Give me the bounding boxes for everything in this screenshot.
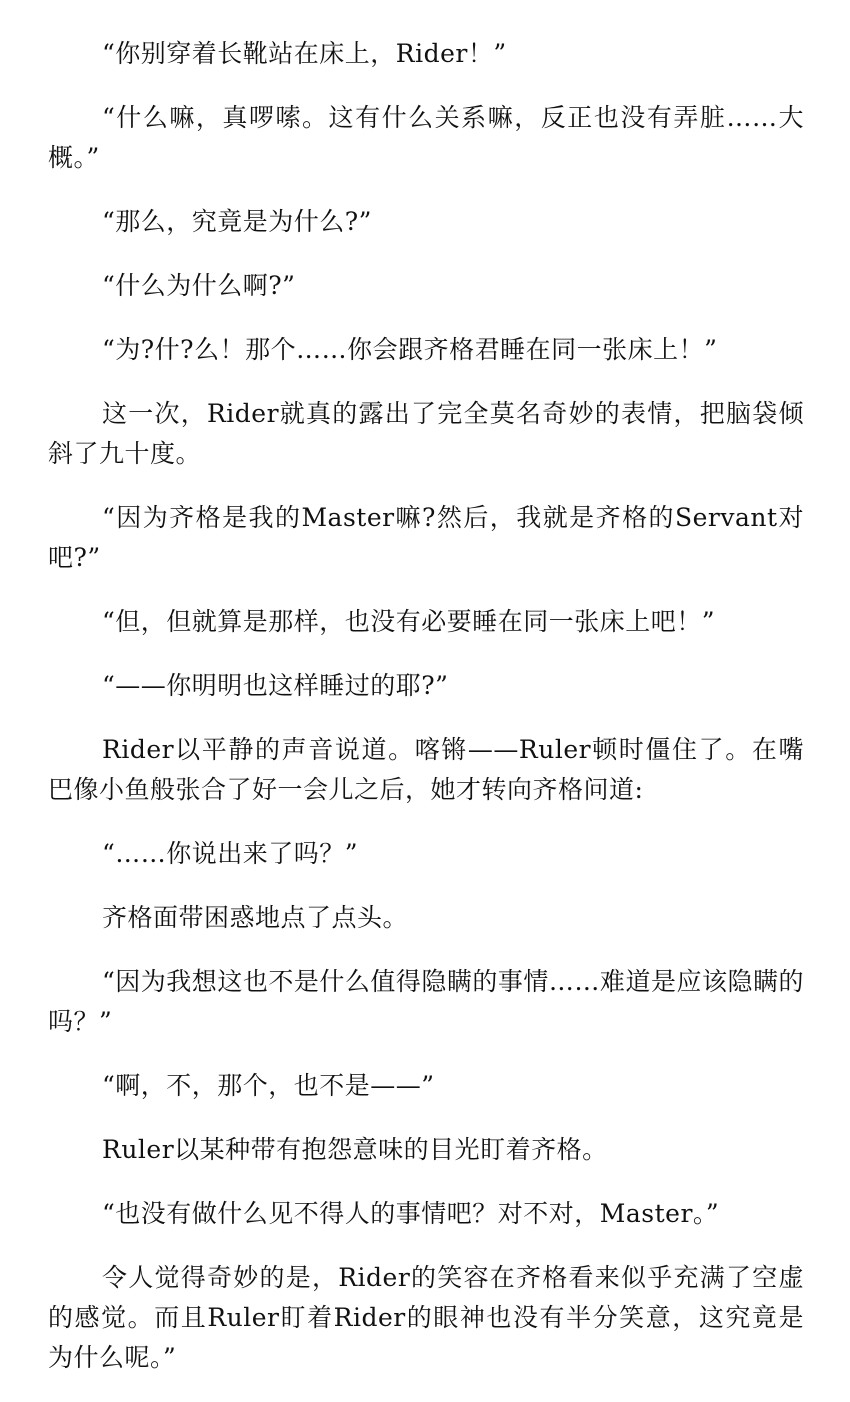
- paragraph-5: “为?什?么！那个……你会跟齐格君睡在同一张床上！”: [102, 335, 718, 364]
- paragraph-12: 齐格面带困惑地点了点头。: [102, 903, 409, 932]
- paragraph-16: “也没有做什么见不得人的事情吧？对不对，Master。”: [102, 1199, 720, 1228]
- paragraph-9: “——你明明也这样睡过的耶?”: [102, 671, 449, 700]
- paragraph-11: “……你说出来了吗？”: [102, 839, 359, 868]
- paragraph-1: “你别穿着长靴站在床上，Rider！”: [102, 39, 507, 68]
- paragraph-17: 令人觉得奇妙的是，Rider的笑容在齐格看来似乎充满了空虚的感觉。而且Ruler盯着Rider的眼神也没有半分笑意，这究竟是为什么呢。”: [48, 1263, 804, 1372]
- paragraph-14: “啊，不，那个，也不是——”: [102, 1071, 435, 1100]
- paragraph-4: “什么为什么啊?”: [102, 271, 296, 300]
- paragraph-2: “什么嘛，真啰嗦。这有什么关系嘛，反正也没有弄脏……大概。”: [48, 103, 804, 172]
- paragraph-6: 这一次，Rider就真的露出了完全莫名奇妙的表情，把脑袋倾斜了九十度。: [48, 399, 804, 468]
- paragraph-8: “但，但就算是那样，也没有必要睡在同一张床上吧！”: [102, 607, 716, 636]
- paragraph-10: Rider以平静的声音说道。喀锵——Ruler顿时僵住了。在嘴巴像小鱼般张合了好一会儿之后，她才转向齐格问道:: [48, 735, 804, 804]
- paragraph-3: “那么，究竟是为什么?”: [102, 207, 372, 236]
- document-page: [48, 34, 804, 1402]
- paragraph-7: “因为齐格是我的Master嘛?然后，我就是齐格的Servant对吧?”: [48, 503, 804, 572]
- paragraph-13: “因为我想这也不是什么值得隐瞒的事情……难道是应该隐瞒的吗？”: [48, 967, 804, 1036]
- paragraph-15: Ruler以某种带有抱怨意味的目光盯着齐格。: [102, 1135, 608, 1164]
